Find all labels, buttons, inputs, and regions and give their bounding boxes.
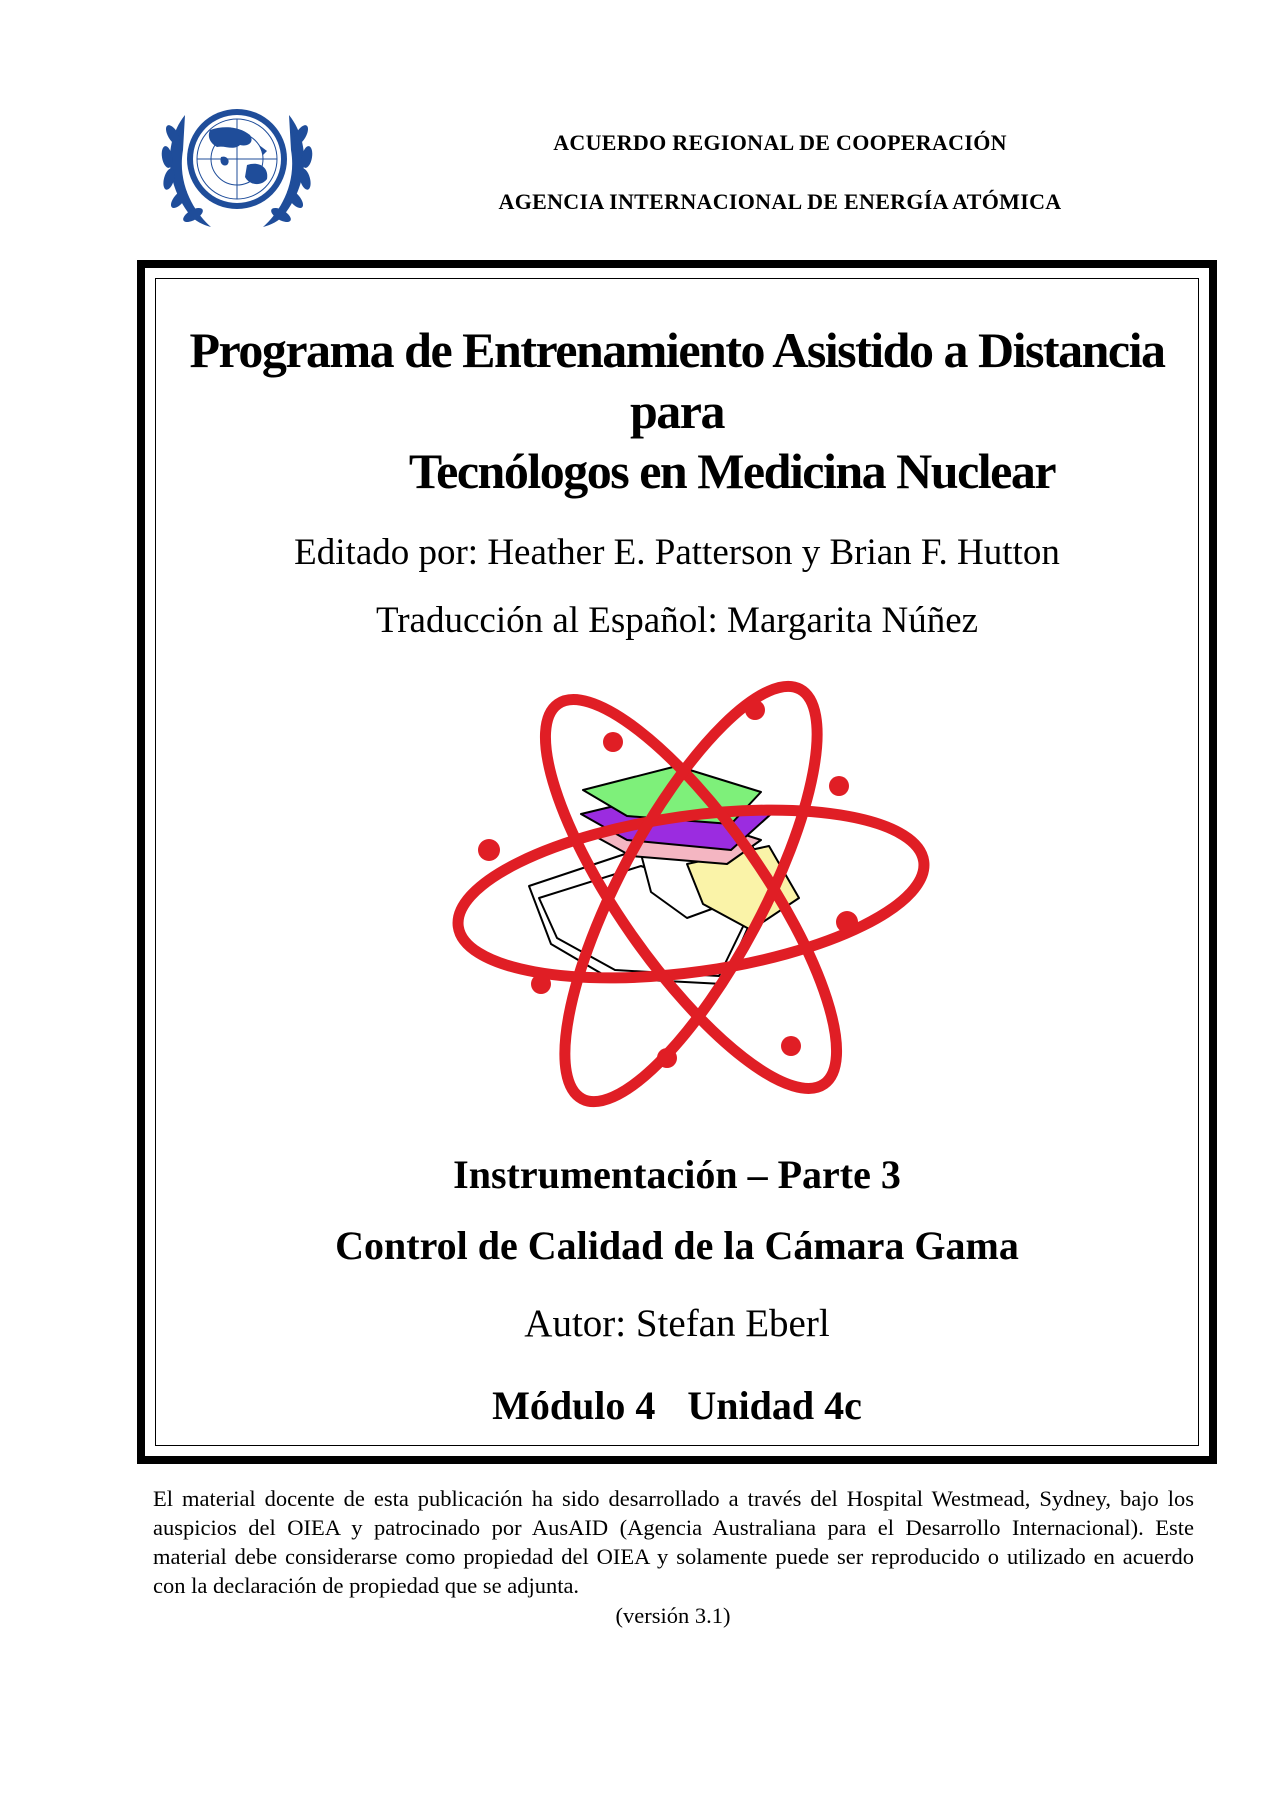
editors-line: Editado por: Heather E. Patterson y Brian F. Hutton (294, 532, 1060, 573)
author-line: Autor: Stefan Eberl (524, 1302, 830, 1345)
title-line-2: para (630, 383, 724, 439)
organization-line-1: ACUERDO REGIONAL DE COOPERACIÓN (553, 130, 1007, 155)
cover-inner-border (155, 278, 1199, 1446)
version-label: (versión 3.1) (615, 1603, 731, 1628)
unit-label: Unidad 4c (687, 1383, 862, 1428)
translator-line: Traducción al Español: Margarita Núñez (375, 600, 979, 641)
copyright-notice: El material docente de esta publicación ha sido desarrollado a través del Hospital Westmead, Sydney, bajo los auspicios del OIEA y patrocinado por AusAID (Agencia Australiana para el Desarrollo Internacional). Este material debe considerarse como propiedad del OIEA y solamente puede ser reproducido o utilizado en acuerdo con la declaración de propiedad que se adjunta. (153, 1486, 1194, 1598)
module-unit-line (156, 1382, 1198, 1429)
atom-books-icon (431, 654, 951, 1134)
module-label: Módulo 4 (492, 1383, 656, 1428)
title-line-3: Tecnólogos en Medicina Nuclear (408, 443, 1056, 499)
organization-line-2: AGENCIA INTERNACIONAL DE ENERGÍA ATÓMICA (498, 189, 1062, 214)
subtitle-line-2: Control de Calidad de la Cámara Gama (335, 1223, 1019, 1268)
title-line-1: Programa de Entrenamiento Asistido a Distancia (189, 322, 1165, 378)
cover-frame (137, 260, 1217, 1464)
subtitle-line-1: Instrumentación – Parte 3 (453, 1152, 901, 1197)
un-emblem-icon (155, 95, 319, 235)
